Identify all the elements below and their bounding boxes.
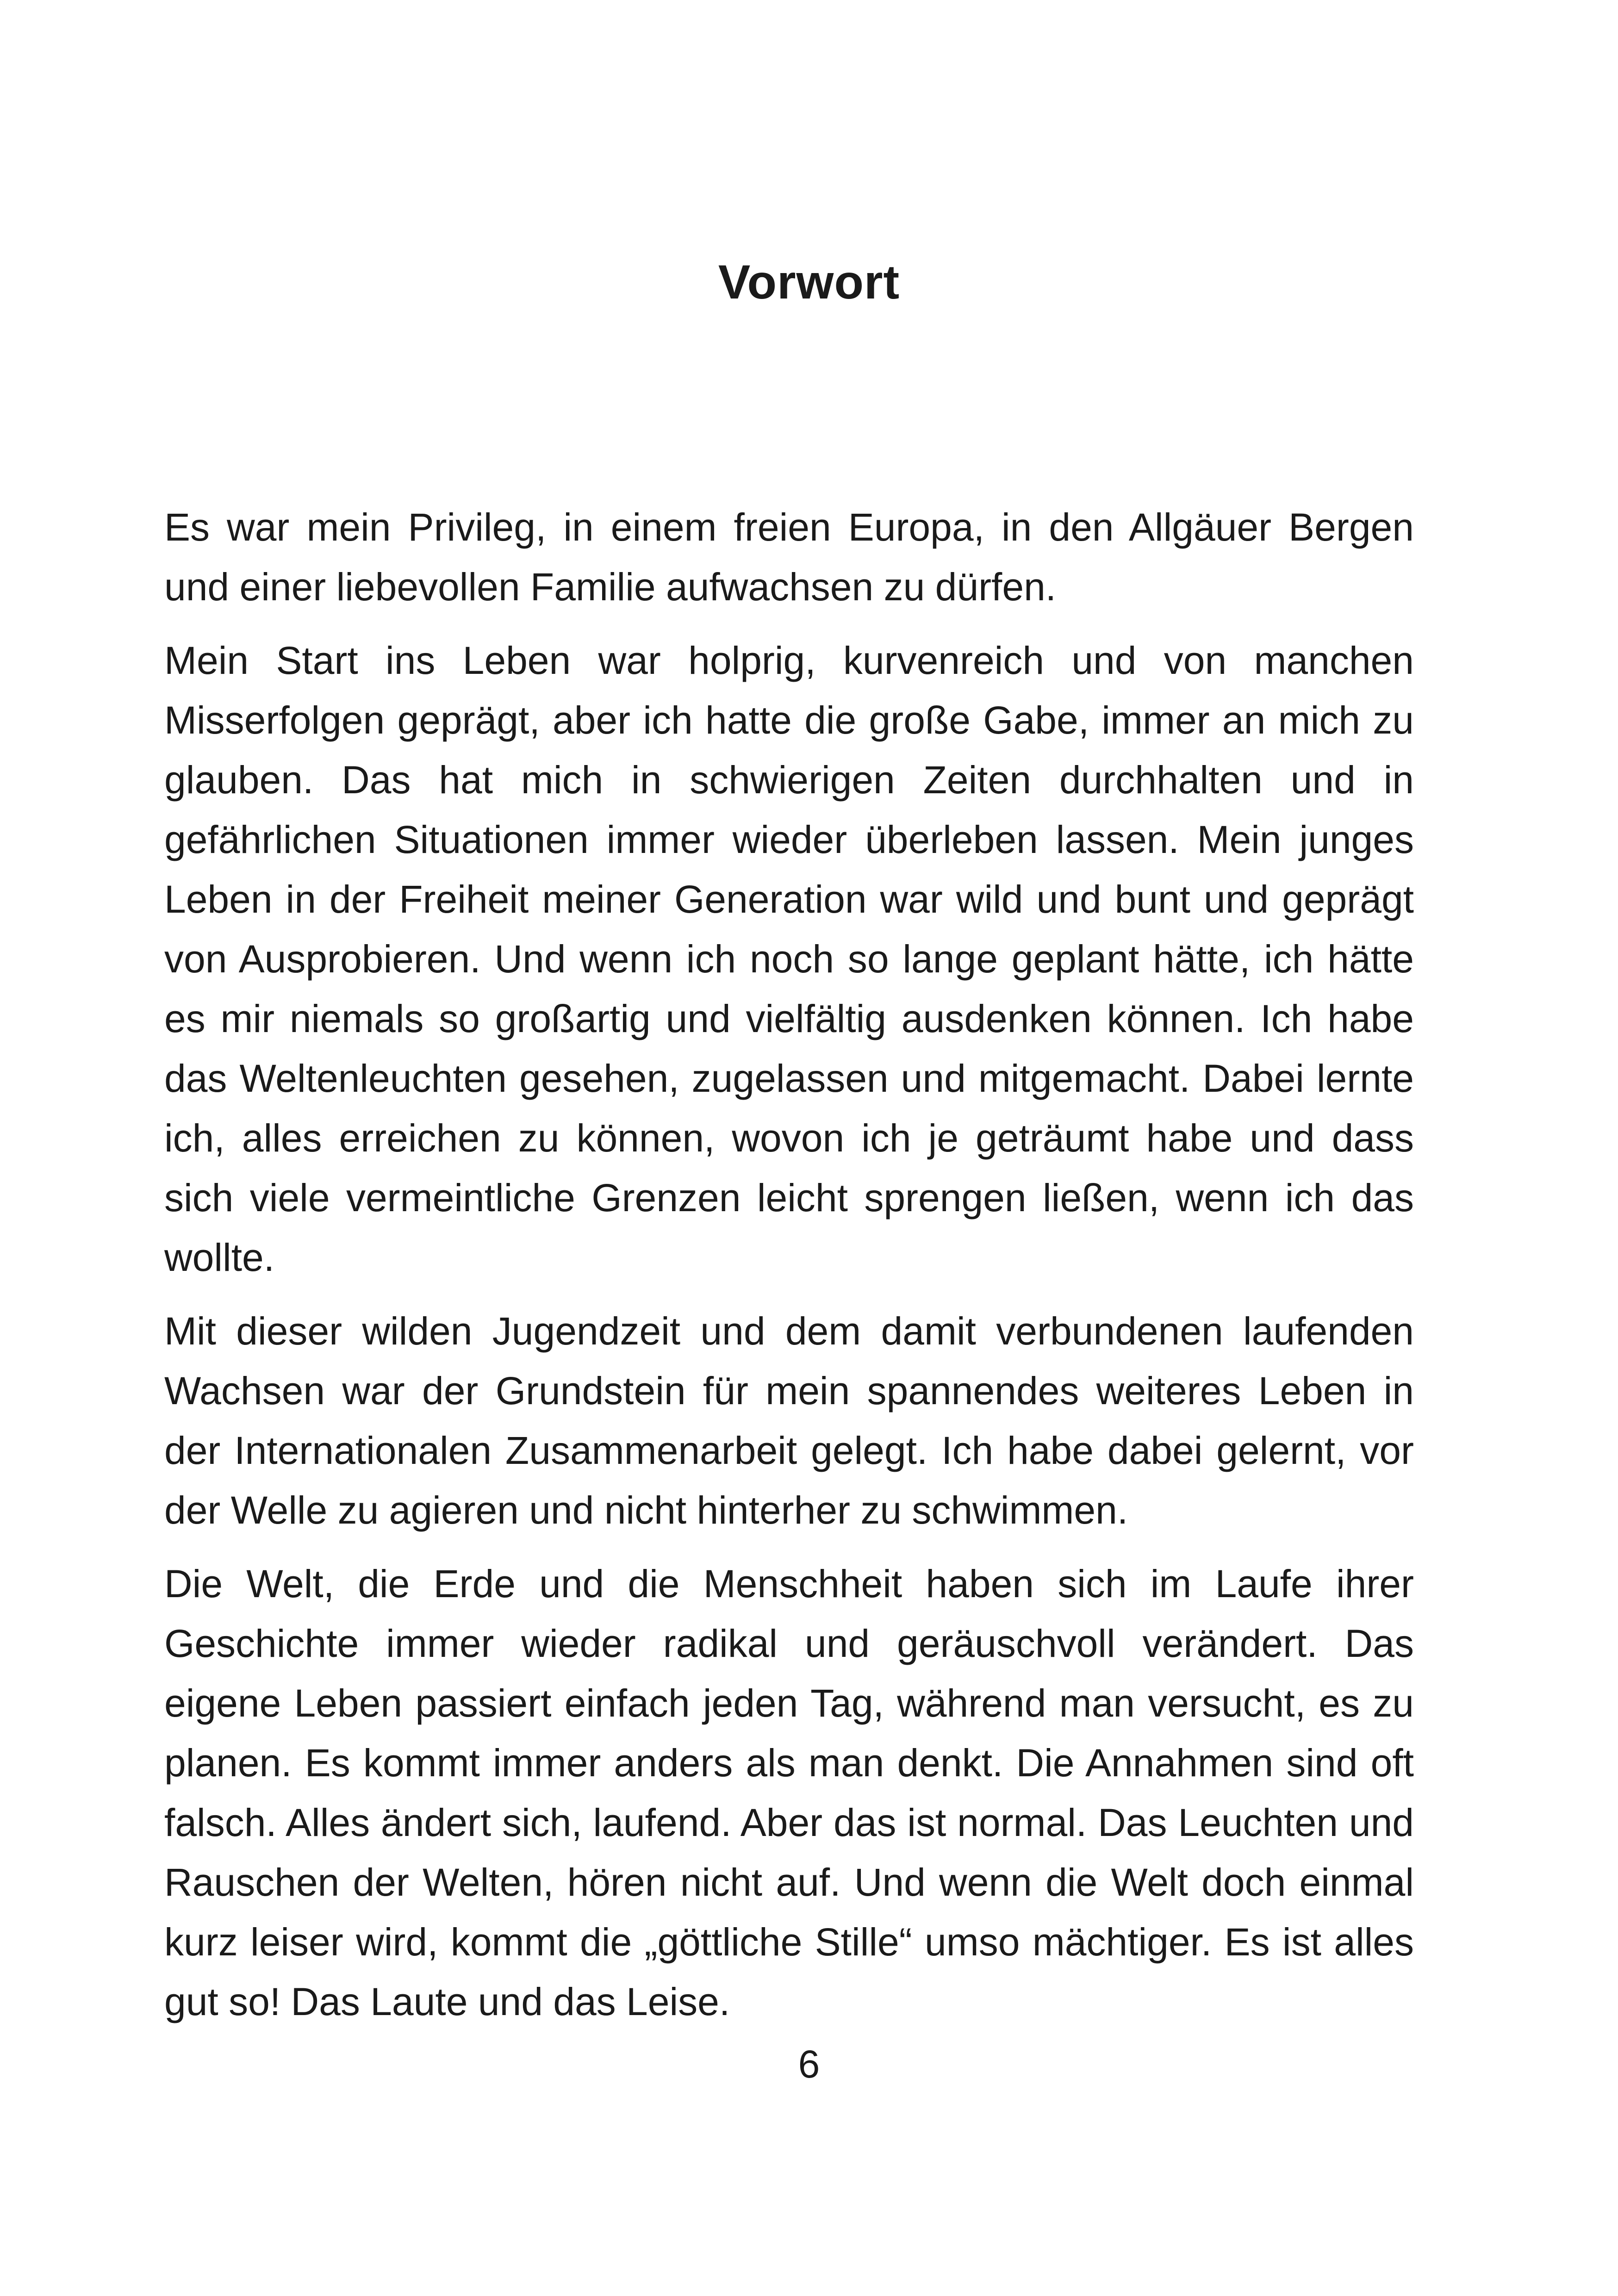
- chapter-body: [164, 498, 1414, 2046]
- paragraph-2: Mein Start ins Leben war holprig, kurvenreich und von manchen Misserfolgen geprägt, aber ich hatte die große Gabe, immer an mich zu glauben. Das hat mich in schwierigen Zeiten durchhalten und in gefährlichen Situationen immer wieder überleben lassen. Mein junges Leben in der Freiheit meiner Generation war wild und bunt und geprägt von Ausprobieren. Und wenn ich noch so lange geplant hätte, ich hätte es mir niemals so großartig und vielfältig ausdenken können. Ich habe das Weltenleuchten gesehen, zugelassen und mitgemacht. Dabei lernte ich, alles erreichen zu können, wovon ich je geträumt habe und dass sich viele vermeintliche Grenzen leicht sprengen ließen, wenn ich das wollte.: [164, 639, 1414, 1279]
- paragraph-4: Die Welt, die Erde und die Menschheit haben sich im Laufe ihrer Geschichte immer wieder radikal und geräuschvoll verändert. Das eigene Leben passiert einfach jeden Tag, während man versucht, es zu planen. Es kommt immer anders als man denkt. Die Annahmen sind oft falsch. Alles ändert sich, laufend. Aber das ist normal. Das Leuchten und Rauschen der Welten, hören nicht auf. Und wenn die Welt doch einmal kurz leiser wird, kommt die „göttliche Stille“ umso mächtiger. Es ist alles gut so! Das Laute und das Leise.: [164, 1562, 1414, 2023]
- chapter-title: Vorwort: [718, 255, 900, 309]
- page-number: 6: [798, 2042, 820, 2086]
- paragraph-3: Mit dieser wilden Jugendzeit und dem damit verbundenen laufenden Wachsen war der Grundstein für mein spannendes weiteres Leben in der Internationalen Zusammenarbeit gelegt. Ich habe dabei gelernt, vor der Welle zu agieren und nicht hinterher zu schwimmen.: [164, 1309, 1414, 1532]
- paragraph-1: Es war mein Privileg, in einem freien Europa, in den Allgäuer Bergen und einer liebevollen Familie aufwachsen zu dürfen.: [164, 505, 1414, 609]
